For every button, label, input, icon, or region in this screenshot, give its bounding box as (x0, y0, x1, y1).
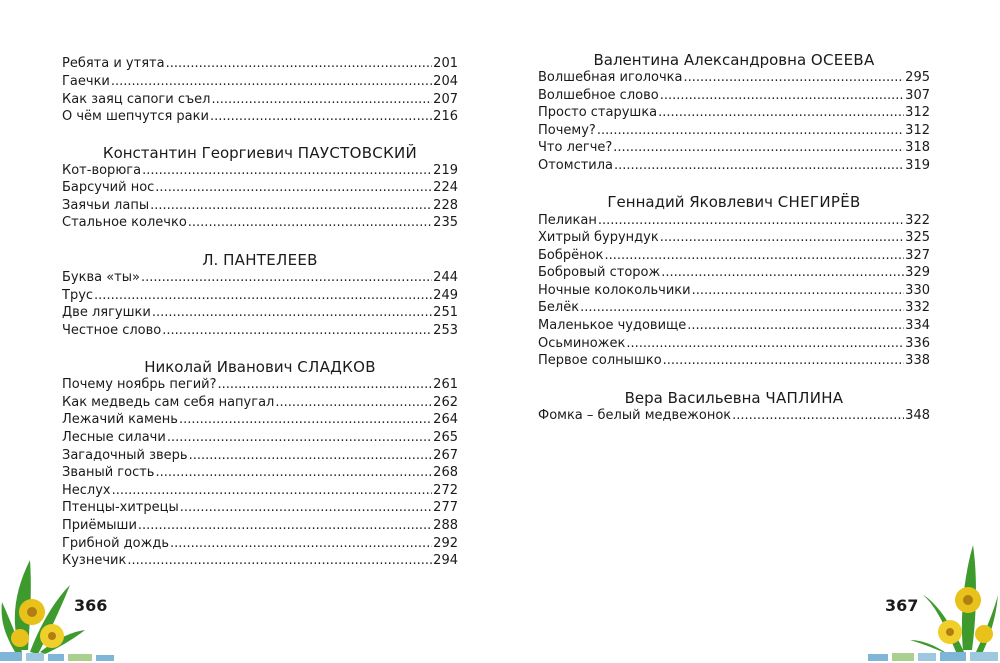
dot-leader (658, 104, 904, 122)
entry-page-number: 272 (433, 483, 458, 498)
entry-title: Бобрёнок (538, 248, 604, 263)
entry-page-number: 235 (433, 215, 458, 230)
toc-entry (62, 91, 458, 109)
toc-entry (62, 552, 458, 570)
entry-page-number: 327 (905, 248, 930, 263)
author-surname: СЛАДКОВ (297, 358, 376, 376)
dot-leader (162, 322, 432, 340)
flower-decoration-left (0, 540, 120, 663)
entry-title: Кот-ворюга (62, 163, 142, 178)
entry-title: Буква «ты» (62, 270, 140, 285)
entry-title: Что легче? (538, 140, 613, 155)
entry-page-number: 277 (433, 500, 458, 515)
entry-title: Трус (62, 288, 94, 303)
author-name: Константин Георгиевич (102, 144, 293, 162)
toc-entry (62, 108, 458, 126)
dot-leader (210, 108, 432, 126)
toc-entry (538, 299, 930, 317)
dot-leader (179, 411, 432, 429)
entry-title: Бобровый сторож (538, 265, 661, 280)
toc-entry (538, 247, 930, 265)
dot-leader (127, 552, 432, 570)
dot-leader (626, 335, 904, 353)
toc-entry (538, 104, 930, 122)
toc-entry (62, 322, 458, 340)
dot-leader (692, 282, 905, 300)
toc-entry (538, 335, 930, 353)
entry-page-number: 267 (433, 448, 458, 463)
entry-page-number: 319 (905, 158, 930, 173)
page-number-right: 367 (885, 596, 919, 615)
author-heading (538, 50, 930, 70)
author-surname: СНЕГИРЁВ (777, 193, 861, 211)
entry-page-number: 219 (433, 163, 458, 178)
entry-page-number: 228 (433, 198, 458, 213)
toc-entry (62, 376, 458, 394)
entry-page-number: 268 (433, 465, 458, 480)
entry-page-number: 244 (433, 270, 458, 285)
toc-entry (538, 122, 930, 140)
toc-entry (538, 69, 930, 87)
author-name: Николай Иванович (144, 358, 293, 376)
toc-entry (538, 229, 930, 247)
entry-page-number: 249 (433, 288, 458, 303)
dot-leader (613, 139, 904, 157)
entry-page-number: 312 (905, 123, 930, 138)
dot-leader (155, 179, 432, 197)
toc-entry (62, 304, 458, 322)
author-heading (62, 250, 458, 270)
entry-page-number: 265 (433, 430, 458, 445)
entry-page-number: 295 (905, 70, 930, 85)
entry-page-number: 294 (433, 553, 458, 568)
toc-entry (538, 282, 930, 300)
entry-title: О чём шепчутся раки (62, 109, 209, 124)
dot-leader (218, 376, 433, 394)
dot-leader (604, 247, 904, 265)
toc-entry (538, 87, 930, 105)
entry-title: Почему? (538, 123, 596, 138)
author-surname: ПАНТЕЛЕЕВ (223, 251, 318, 269)
page-number-left: 366 (74, 596, 108, 615)
dot-leader (188, 214, 432, 232)
entry-page-number: 201 (433, 56, 458, 71)
entry-page-number: 348 (905, 408, 930, 423)
dot-leader (142, 162, 432, 180)
entry-page-number: 307 (905, 88, 930, 103)
entry-title: Званый гость (62, 465, 155, 480)
author-surname: ОСЕЕВА (810, 51, 875, 69)
author-heading (62, 143, 458, 163)
author-heading (538, 192, 930, 212)
author-name: Вера Васильевна (624, 389, 761, 407)
entry-title: Как медведь сам себя напугал (62, 395, 275, 410)
dot-leader (94, 287, 432, 305)
dot-leader (580, 299, 904, 317)
entry-title: Барсучий нос (62, 180, 155, 195)
dot-leader (660, 229, 904, 247)
entry-title: Приёмыши (62, 518, 137, 533)
entry-page-number: 325 (905, 230, 930, 245)
toc-entry (538, 352, 930, 370)
toc-entry (62, 447, 458, 465)
entry-title: Хитрый бурундук (538, 230, 659, 245)
entry-title: Гаечки (62, 74, 110, 89)
dot-leader (275, 394, 432, 412)
entry-title: Стальное колечко (62, 215, 187, 230)
entry-title: Почему ноябрь пегий? (62, 377, 217, 392)
dot-leader (687, 317, 904, 335)
stones-icon (0, 652, 114, 661)
entry-page-number: 251 (433, 305, 458, 320)
toc-entry (62, 179, 458, 197)
entry-title: Птенцы-хитрецы (62, 500, 179, 515)
toc-entry (62, 535, 458, 553)
dot-leader (170, 535, 432, 553)
dot-leader (660, 87, 904, 105)
toc-entry (62, 162, 458, 180)
entry-title: Ночные колокольчики (538, 283, 691, 298)
toc-entry (62, 73, 458, 91)
toc-entry (62, 499, 458, 517)
entry-title: Маленькое чудовище (538, 318, 687, 333)
stones-icon (868, 652, 998, 661)
entry-page-number: 264 (433, 412, 458, 427)
entry-title: Ребята и утята (62, 56, 165, 71)
toc-entry (62, 517, 458, 535)
author-name: Валентина Александровна (593, 51, 807, 69)
dot-leader (150, 197, 432, 215)
entry-page-number: 329 (905, 265, 930, 280)
entry-title: Белёк (538, 300, 580, 315)
entry-title: Заячьи лапы (62, 198, 150, 213)
entry-title: Кузнечик (62, 553, 127, 568)
entry-page-number: 216 (433, 109, 458, 124)
dot-leader (614, 157, 904, 175)
dot-leader (684, 69, 905, 87)
dot-leader (112, 482, 433, 500)
entry-title: Загадочный зверь (62, 448, 188, 463)
dot-leader (189, 447, 433, 465)
toc-entry (538, 317, 930, 335)
entry-page-number: 336 (905, 336, 930, 351)
flower-decoration-right (868, 540, 1000, 663)
dot-leader (111, 73, 432, 91)
dot-leader (661, 264, 904, 282)
dot-leader (141, 269, 432, 287)
entry-page-number: 224 (433, 180, 458, 195)
toc-entry (538, 212, 930, 230)
entry-title: Грибной дождь (62, 536, 169, 551)
dot-leader (598, 212, 904, 230)
entry-page-number: 204 (433, 74, 458, 89)
entry-page-number: 312 (905, 105, 930, 120)
dot-leader (138, 517, 432, 535)
toc-entry (62, 394, 458, 412)
entry-title: Лесные силачи (62, 430, 166, 445)
entry-page-number: 332 (905, 300, 930, 315)
entry-title: Осьминожек (538, 336, 626, 351)
entry-page-number: 334 (905, 318, 930, 333)
entry-page-number: 253 (433, 323, 458, 338)
entry-title: Лежачий камень (62, 412, 178, 427)
entry-page-number: 338 (905, 353, 930, 368)
entry-title: Честное слово (62, 323, 162, 338)
entry-title: Отомстила (538, 158, 614, 173)
toc-entry (538, 139, 930, 157)
toc-entry (62, 197, 458, 215)
author-name: Л. (202, 251, 219, 269)
entry-page-number: 261 (433, 377, 458, 392)
entry-title: Две лягушки (62, 305, 151, 320)
toc-entry (538, 264, 930, 282)
entry-title: Фомка – белый медвежонок (538, 408, 732, 423)
dot-leader (152, 304, 432, 322)
toc-entry (62, 464, 458, 482)
author-name: Геннадий Яковлевич (607, 193, 773, 211)
entry-page-number: 292 (433, 536, 458, 551)
toc-entry (62, 55, 458, 73)
entry-page-number: 322 (905, 213, 930, 228)
dot-leader (211, 91, 432, 109)
entry-title: Как заяц сапоги съел (62, 92, 211, 107)
dot-leader (167, 429, 432, 447)
dot-leader (180, 499, 432, 517)
toc-entry (62, 214, 458, 232)
dot-leader (663, 352, 905, 370)
dot-leader (597, 122, 904, 140)
entry-title: Волшебное слово (538, 88, 659, 103)
toc-entry (62, 429, 458, 447)
author-surname: ПАУСТОВСКИЙ (297, 144, 418, 162)
entry-title: Неслух (62, 483, 111, 498)
entry-page-number: 207 (433, 92, 458, 107)
toc-entry (538, 157, 930, 175)
dot-leader (732, 407, 904, 425)
toc-entry (62, 287, 458, 305)
toc-entry (62, 482, 458, 500)
entry-title: Первое солнышко (538, 353, 662, 368)
author-heading (62, 357, 458, 377)
dot-leader (155, 464, 432, 482)
entry-page-number: 330 (905, 283, 930, 298)
author-heading (538, 388, 930, 408)
toc-entry (538, 407, 930, 425)
entry-page-number: 262 (433, 395, 458, 410)
entry-page-number: 318 (905, 140, 930, 155)
dot-leader (166, 55, 433, 73)
entry-title: Пеликан (538, 213, 597, 228)
author-surname: ЧАПЛИНА (765, 389, 844, 407)
entry-page-number: 288 (433, 518, 458, 533)
toc-entry (62, 411, 458, 429)
entry-title: Просто старушка (538, 105, 658, 120)
entry-title: Волшебная иголочка (538, 70, 683, 85)
toc-entry (62, 269, 458, 287)
